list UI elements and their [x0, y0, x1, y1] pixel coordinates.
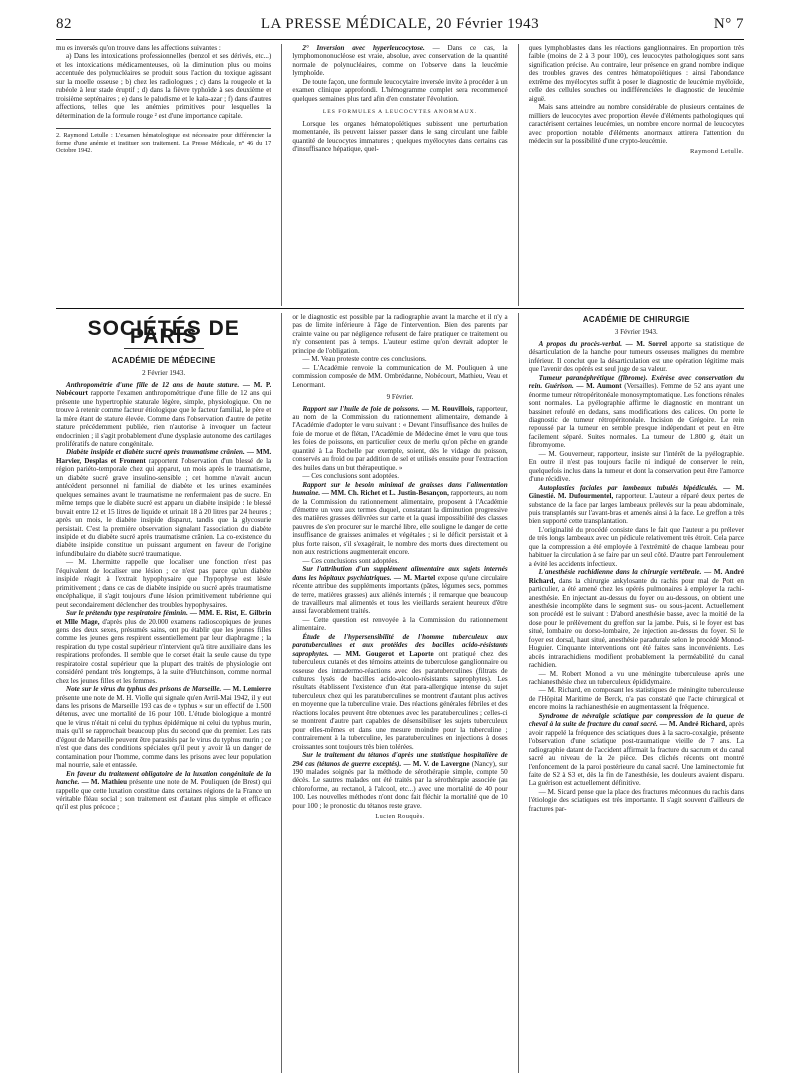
- article-title: A propos du procès-verbal.: [538, 339, 623, 348]
- article-author: — M. Ginestié. M. Dufourmentel,: [528, 483, 744, 501]
- article-author: — M. Lemierre: [221, 685, 272, 694]
- paragraph: Lorsque les organes hématopoïétiques subissent une perturbation momentanée, ils peuvent laisser passer dans le sang circulant une faible quantité de leucocytes immatures ; quelques myélocytes dans certains cas d'insuffisance hépatique, quel-: [292, 119, 508, 153]
- column-divider: [281, 313, 282, 1073]
- article-author: — MM. E. Rist, E. Gilbrin et Mlle Mage,: [56, 609, 272, 626]
- top-column-2: [292, 44, 507, 306]
- article-title: L'anesthésie rachidienne dans la chirurgie vertébrale.: [538, 568, 702, 577]
- footnote: 2. Raymond Letulle : L'examen hématologique est nécessaire pour différencier la forme d'une anémie et instituer son traitement. La Presse Médicale, n° 46 du 17 Octobre 1942.: [56, 128, 271, 155]
- header-rule: [56, 39, 744, 40]
- paragraph: — Dans ce cas, la lymphomononucléose est vraie, absolue, avec conservation de la quantité normale de polynucléaires, comme on l'observe dans la leucémie lymphoïde.: [292, 44, 508, 78]
- author-signature: Raymond Letulle.: [689, 148, 744, 156]
- article-text: d'après plus de 20.000 examens radioscopiques de jeunes gens des deux sexes, présumés sains, ont pu établir que les jeunes filles comme les jeunes gens respirent essentiellement par leur diaphragme ; la respiration du type costal supérieur n'intervient qu'à titre auxiliaire dans les respirations profondes. Il semble que le corset était la seule cause du type respiratoire costal supérieur que la plupart des traités de physiologie ont considéré pendant très longtemps, à la suite d'Hutchinson, comme normal chez les jeunes filles et les femmes.: [56, 617, 272, 685]
- article-author: — M. P. Nobécourt: [56, 380, 272, 398]
- top-column-1: [56, 44, 271, 306]
- article-title: Sur l'attribution d'un supplément alimentaire aux sujets internés dans les hôpitaux psychiatriques.: [292, 565, 508, 582]
- session-date: 9 Février.: [386, 393, 414, 402]
- article-text: apporte sa statistique de désarticulation de la hanche pour tumeurs osseuses malignes du membre inférieur. Il conclut que la désarticulation est une opération légitime mais que l'avenir des opérés est seul juge de sa valeur.: [528, 339, 744, 374]
- title-rule: [124, 348, 204, 349]
- journal-title: LA PRESSE MÉDICALE, 20 Février 1943: [260, 16, 540, 32]
- article-author: — MM. Gougerot et Laporte: [328, 649, 434, 658]
- column-divider: [518, 313, 519, 1073]
- academy-heading: ACADÉMIE DE CHIRURGIE: [582, 315, 690, 324]
- article-author: — M. Mathieu: [79, 778, 128, 787]
- session-date: 3 Février 1943.: [614, 328, 658, 337]
- bottom-column-3: [529, 313, 744, 1073]
- article-title: Diabète insipide et diabète sucré après traumatisme crânien.: [66, 448, 245, 457]
- article-text: présente une note de M. H. Violle qui signale qu'en Avril-Mai 1942, il y eut dans les prisons de Marseille 193 cas de « typhus » sur un effectif de 1.500 détenus, avec une mortalité de 16 pour 100. L'étude biologique a montré que le virus n'était ni celui du typhus épidémique ni celui du typhus murin, mais qu'il se rapprochait beaucoup plus du second que du premier. Les rats d'égout de Marseille peuvent être parasités par le virus du typhus murin ; ce n'est que dans des conditions spéciales qu'il peut y avoir là un danger de contamination pour l'homme, comme dans les prisons avec leur population mal nourrie, sale et entassée.: [56, 693, 272, 770]
- paragraph: a) Dans les intoxications professionnelles (benzol et ses dérivés, etc...) et les intoxications médicamenteuses, où la diminution plus ou moins accentuée des polynucléaires se produit sous l'action du toxique agissant sur la moelle osseuse ; b) chez les radiologues ; c) dans la rougeole et la rubéole à leur stade éruptif ; d) dans la fièvre typhoïde à ses deuxième et troisième septénaires ; e) dans le paludisme et le kala-azar ; f) dans d'autres affections, telles que les anémies primitives pour lesquelles la détermination de la formule rouge ² est d'une importance capitale.: [56, 52, 272, 120]
- section-subhead: LES FORMULES A LEUCOCYTES ANORMAUX.: [322, 109, 478, 116]
- article-author: — M. V. de Lavergne: [401, 759, 470, 768]
- article-title: Autoplasties faciales par lambeaux tubulés bipédiculés.: [538, 483, 718, 492]
- article-title: Anthropométrie d'une fille de 12 ans de haute stature.: [66, 380, 240, 389]
- article-text: dans la chirurgie ankylosante du rachis pour mal de Pott en particulier, a été amené chez les opérés pulmonaires à employer la rachi-anesthésie. En injectant au-dessus du foyer ou au-dessous, on obtient une anesthésie incomplète dans le segment sus- ou sous-jacent. Actuellement son procédé est le suivant : D'abord anesthésie basse, avec la moitié de la dose pour le prélèvement du greffon sur la jambe. Puis, si le foyer est bas situé, lombaire ou dorso-lombaire, 2e injection au-dessus du foyer. Si le foyer est dorsal, haut situé, anesthésie paradurale selon le procédé Monod-Huguier. Cinquante interventions ont été faites sans inconvénients. Les abcès intrarachidiens modifient probablement la perméabilité du canal rachidien.: [528, 576, 744, 670]
- section-rule: [56, 308, 744, 309]
- top-column-3: [529, 44, 744, 306]
- discussion-note: — M. Gouverneur, rapporteur, insiste sur l'intérêt de la pyélographie. En outre il n'est pas toujours facile ni indiqué de conserver le rein, quelquefois inclus dans la tumeur et dont la conservation peut être l'amorce d'une récidive.: [528, 449, 744, 484]
- column-divider: [281, 44, 282, 306]
- article-text: expose qu'une circulaire récente attribue des suppléments importants (pâtes, légumes secs, pommes de terre, matières grasses) aux aliénés internés ; il remarque que beaucoup de travailleurs mal alimentés et tous les vieillards seraient heureux d'être aussi favorablement traités.: [292, 573, 508, 616]
- journal-page: [56, 16, 744, 1074]
- discussion-note: — M. Veau proteste contre ces conclusions.: [302, 355, 427, 364]
- paragraph: mu es inversés qu'on trouve dans les affections suivantes :: [56, 44, 221, 52]
- column-divider: [518, 44, 519, 306]
- discussion-note: — M. Richard, en composant les statistiques de méningite tuberculeuse de l'Hôpital Maritime de Berck, n'a pas constaté que l'acte chirurgical et encore moins la rachianesthésie en augmentassent la fréquence.: [528, 686, 744, 712]
- article-author: — M. Martel: [391, 573, 436, 582]
- paragraph: Mais sans atteindre au nombre considérable de plusieurs centaines de milliers de leucocytes avec proportion élevée d'éléments pathologiques qui caractérisent certaines leucémies, un nombre encore normal de leucocytes avec proportion notable d'éléments anormaux attirera l'attention du médecin sur la possibilité d'une crypto-leucémie.: [528, 103, 744, 145]
- bottom-column-1: [56, 313, 271, 1073]
- article-title: Rapport sur l'huile de foie de poissons.: [302, 404, 420, 413]
- article-author: — M. Sorrel: [622, 339, 668, 348]
- societies-section: [56, 313, 744, 1073]
- running-header: [56, 16, 744, 36]
- section-title: SOCIÉTÉS DE PARIS: [87, 317, 240, 349]
- article-author: — M. Rouvillois,: [419, 404, 475, 413]
- article-title: En faveur du traitement obligatoire de la luxation congénitale de la hanche.: [56, 769, 272, 787]
- discussion-note: — M. Lhermitte rappelle que localiser une fonction n'est pas l'équivalent de localiser une lésion ; ce n'est pas parce qu'un diabète insipide réagit à l'extrait hypophysaire que l'hypophyse est lésée primitivement ; dans ce cas de diabète insipide ou sucré après traumatisme encéphalique, il s'agit toujours d'une lésion primitivement tubérienne qui peut secondairement déclencher des troubles hypophysaires.: [56, 558, 272, 609]
- article-title: Syndrome de névralgie sciatique par compression de la queue de cheval à la suite de fracture du canal sacré.: [528, 711, 744, 729]
- author-signature: Lucien Rouquès.: [375, 813, 425, 821]
- subheading: 2° Inversion avec hyperleucocytose.: [302, 44, 425, 52]
- article-text: rapporteur, au nom de la Commission du rationnement alimentaire, demande à l'Académie d'adopter le vœu suivant : « Devant l'insuffisance des huiles de foie de morue et de flétan, l'Académie de Médecine émet le vœu que tous les foies de poissons, en particulier ceux de merlu qu'on pêche en grande quantité à La Rochelle par exemple, soient, dès le vidage du poisson, conservés au froid ou par addition de sel et utilisés ensuite pour l'extraction des huiles dans un but thérapeutique. »: [292, 404, 508, 472]
- article-text: présente une note de M. Pouliquen (de Brest) qui rappelle que cette luxation constitue dans certaines régions de la France un véritable fléau social ; son traitement est d'autant plus simple et efficace qu'il est plus précoce ;: [56, 778, 272, 812]
- article-author: — MM. Harvier, Desplas et Froment: [56, 448, 272, 465]
- article-text: rapportent l'observation d'un blessé de la région pariéto-temporale chez qui apparut, un mois après le traumatisme, un diabète sucré grave insulino-sensible ; cet homme n'avait aucun antécédent personnel ni familial de diabète et les urines examinées quelques semaines avant le traumatisme ne renfermaient pas de sucre. En même temps que le diabète sucré est apparu un diabète insipide : le blessé buvait entre 12 et 15 litres de liquide et urinait 18 à 20 litres par 24 heures ; après un mois, le diabète insipide disparut, tandis que la glycosurie persistait. C'est la première observation signalant l'association du diabète insipide et du diabète sucré après traumatisme crânien. La co-existence du diabète insipide constitue un puissant argument en faveur de l'origine infundibulaire du diabète sucré traumatique.: [56, 456, 272, 558]
- paragraph: De toute façon, une formule leucocytaire inversée invite à procéder à un examen clinique approfondi. L'hémogramme complet sera recommencé quelques semaines plus tard afin d'en constater l'évolution.: [292, 77, 508, 103]
- top-article: [56, 44, 744, 306]
- article-title: Sur le prétendu type respiratoire féminin.: [66, 609, 188, 618]
- issue-number: N° 7: [713, 16, 744, 32]
- page-number: 82: [56, 16, 72, 32]
- discussion-note: — L'Académie renvoie la communication de M. Pouliquen à une commission composée de MM. Ombrédanne, Nobécourt, Mathieu, Veau et Lenormant.: [292, 363, 508, 389]
- discussion-note: — Ces conclusions sont adoptées.: [302, 556, 400, 565]
- article-author: — M. André Richard,: [528, 568, 744, 585]
- paragraph: L'originalité du procédé consiste dans le fait que l'auteur a pu prélever de très longs lambeaux avec un pédicule relativement très étroit. Cela parce que la compression a été employée à l'extrémité de chaque lambeau pour habituer la circulation à se faire par un seul côté. D'autre part l'enroulement a évité les accidents infectieux.: [528, 525, 744, 568]
- article-text: (Versailles). Femme de 52 ans ayant une énorme tumeur rétropéritonéale monosymptomatique. Les fonctions rénales sont normales. La pyélographie affirme le diagnostic en montrant un bassinet refoulé en dedans, sans modifications des calices. On porte le diagnostic de tumeur rétropéritonéale. Incision de Grégoire. Le rein repoussé par la tumeur en semble presque indépendant et peut en être facilement séparé. Suites normales. La tumeur de 1.800 g. était un fibromyome.: [528, 382, 744, 450]
- article-text: rapporteur. L'auteur a réparé deux pertes de substance de la face par larges lambeaux prélevés sur la peau abdominale, puis transplantés sur l'avant-bras et amenés ainsi à la face. Le greffon a très bien supporté cette transplantation.: [528, 492, 744, 526]
- article-title: Sur le traitement du tétanos d'après une statistique hospitalière de 294 cas (tétanos de guerre exceptés).: [292, 751, 508, 768]
- article-text: ont pratiqué chez des tuberculeux cutanés et des témoins atteints de tuberculose ganglionnaire ou osseuse des intradermo-réactions avec des paratuberculines (filtrats de cultures lysés de bacilles acido-alcoolo-résistants saprophytes). Les résultats établissent l'existence d'un état para-allergique intense du sujet tuberculeux chez qui les paratuberculines se montrent d'autant plus actives en moyenne que la tuberculine vraie. Des réactions générales fébriles et des réactions locales peuvent être obtenues avec les paratuberculines ; celles-ci se montrent d'autre part capables de désensibiliser les sujets tuberculeux pour elles-mêmes et dans une mesure moindre pour la tuberculine ; contrairement à la tuberculine, les paratuberculines en injections à doses croissantes sont toujours très bien tolérées.: [292, 649, 508, 751]
- article-title: Note sur le virus du typhus des prisons de Marseille.: [66, 685, 222, 694]
- article-author: — M. Aumont: [573, 382, 622, 391]
- article-author: — MM. Ch. Richet et L. Justin-Besançon,: [320, 489, 449, 498]
- bottom-column-2: [292, 313, 507, 1073]
- session-date: 2 Février 1943.: [142, 369, 186, 378]
- article-title: Tumeur paranéphrétique (fibrome). Exérèse avec conservation du rein. Guérison.: [528, 373, 744, 391]
- academy-heading: ACADÉMIE DE MÉDECINE: [111, 355, 216, 365]
- article-text: rapporteurs, au nom de la Commission du rationnement alimentaire, proposent à l'Académie d'émettre un vœu aux termes duquel, constatant la diminution progressive des matières grasses délivrées sur carte et la quasi impossibilité des classes pauvres de s'en procurer sur le marché libre, elle souligne le danger de cette insuffisance de graisses animales et végétales ; si le déficit persistait et à plus forte raison, s'il s'exagérait, le nombre des morts dues directement ou non aux restrictions augmenterait encore.: [292, 489, 508, 557]
- article-text: (Nancy), sur 190 malades soignés par la méthode de sérothérapie simple, compte 50 décès. Le sautres malades ont été traités par la sérothérapie associée (au chloroforme, au rectanol, à l'alcool, etc...) avec une mortalité de 40 pour 100. Les nouvelles méthodes n'ont donc fait fléchir la mortalité que de 10 pour 100 ; le pronostic du tétanos reste grave.: [292, 759, 508, 810]
- paragraph: or le diagnostic est possible par la radiographie avant la marche et il n'y a pas de limite inférieure à l'âge de l'intervention. Bien des parents par crainte vaine ou par négligence refusent de faire pratiquer ce traitement ou n'y consentent pas à temps. L'auteur estime qu'on devrait adopter le principe de l'obligation.: [292, 313, 508, 355]
- discussion-note: — Ces conclusions sont adoptées.: [302, 472, 400, 481]
- article-text: rapporte l'examen anthropométrique d'une fille de 12 ans qui présente une hypertrophie staturale légère, simple, physiologique. On ne trouve à retenir comme facteur étiologique que le facteur familial, le père et la mère étant de stature élevée. Comme dans l'observation d'autre de petite stature précédemment publiée, rien n'autorise à invoquer un facteur endocrinien ; il s'agit probablement d'une dysplasie autonome des cartilages prolifératifs de nature congénitale.: [56, 389, 272, 448]
- paragraph: ques lymphoblastes dans les réactions ganglionnaires. En proportion très faible (moins de 2 à 3 pour 100), ces leucocytes pathologiques sont sans signification précise. Au contraire, leur présence en grand nombre indique des troubles graves des centres hématopoïétiques : ainsi l'abondance extrême des myélocytes suffit à poser le diagnostic de leucémie myéloïde, celle des cellules souches ou indifférenciées le diagnostic de leucémie aiguë.: [528, 44, 744, 103]
- article-title: Étude de l'hypersensibilité de l'homme tuberculeux aux paratuberculines et aux protéides des bacilles acido-résistants saprophytes.: [292, 632, 508, 658]
- discussion-note: — M. Sicard pense que la place des fractures méconnues du rachis dans l'étiologie des sciatiques est très importante. Il s'agit souvent d'ailleurs de fractures par-: [528, 787, 744, 813]
- article-title: Rapport sur le besoin minimal de graisses dans l'alimentation humaine.: [292, 480, 508, 498]
- discussion-note: — M. Robert Monod a vu une méningite tuberculeuse après une rachianesthésie chez un tuberculeux épididymaire.: [528, 669, 744, 687]
- discussion-note: — Cette question est renvoyée à la Commission du rationnement alimentaire.: [292, 615, 508, 633]
- article-author: — M. André Richard,: [657, 720, 727, 729]
- article-text: après avoir rappelé la fréquence des sciatiques dues à la sacro-coxalgie, présente l'observation d'une sciatique post-traumatique vieille de 7 ans. La radiographie datant de l'accident affirmait la fracture du sacrum et du canal sacré au niveau de la 2e pièce. Des clichés récents ont montré l'enfoncement de la paroi postérieure du canal sacré. Une laminectomie fut faite de S2 à S3 et, dès la fin de l'anesthésie, les douleurs avaient disparu. La guérison est actuellement définitive.: [528, 720, 744, 788]
